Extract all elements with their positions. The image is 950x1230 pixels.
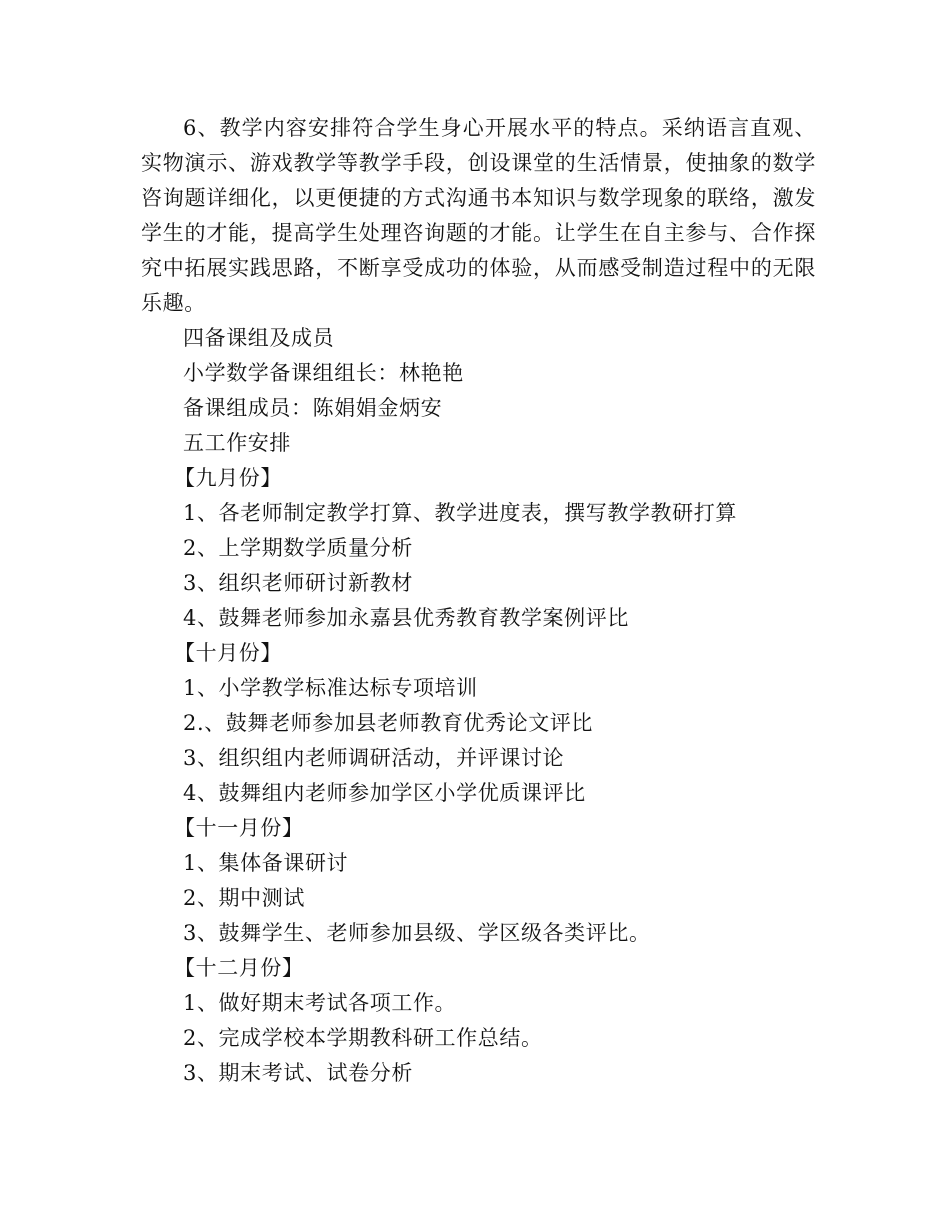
list-item: 4、鼓舞组内老师参加学区小学优质课评比 — [183, 781, 586, 805]
list-item: 3、期末考试、试卷分析 — [183, 1061, 413, 1085]
month-heading-december: 【十二月份】 — [174, 956, 304, 980]
list-item: 2.、鼓舞老师参加县老师教育优秀论文评比 — [183, 711, 594, 735]
list-item: 3、鼓舞学生、老师参加县级、学区级各类评比。 — [183, 921, 651, 945]
list-item: 2、上学期数学质量分析 — [183, 536, 413, 560]
list-item: 3、组织老师研讨新教材 — [183, 571, 413, 595]
list-item: 1、集体备课研讨 — [183, 851, 349, 875]
list-item: 2、完成学校本学期教科研工作总结。 — [183, 1026, 543, 1050]
list-item: 3、组织组内老师调研活动，并评课讨论 — [183, 746, 565, 770]
list-item: 1、各老师制定教学打算、教学进度表，撰写教学教研打算 — [183, 501, 737, 525]
document-body — [141, 111, 816, 1091]
paragraph-item-6: 6、教学内容安排符合学生身心开展水平的特点。采纳语言直观、实物演示、游戏教学等教学手段，创设课堂的生活情景，使抽象的数学咨询题详细化，以更便捷的方式沟通书本知识与数学现象的联络，激发学生的才能，提高学生处理咨询题的才能。让学生在自主参与、合作探究中拓展实践思路，不断享受成功的体验，从而感受制造过程中的无限乐趣。 — [141, 116, 816, 315]
month-heading-october: 【十月份】 — [174, 641, 282, 665]
group-leader-line: 小学数学备课组组长：林艳艳 — [183, 361, 464, 385]
section-5-heading: 五工作安排 — [183, 431, 291, 455]
month-heading-september: 【九月份】 — [174, 466, 282, 490]
list-item: 1、做好期末考试各项工作。 — [183, 991, 457, 1015]
list-item: 1、小学教学标准达标专项培训 — [183, 676, 478, 700]
list-item: 4、鼓舞老师参加永嘉县优秀教育教学案例评比 — [183, 606, 629, 630]
list-item: 2、期中测试 — [183, 886, 305, 910]
section-4-heading: 四备课组及成员 — [183, 326, 335, 350]
group-members-line: 备课组成员：陈娟娟金炳安 — [183, 396, 443, 420]
month-heading-november: 【十一月份】 — [174, 816, 304, 840]
